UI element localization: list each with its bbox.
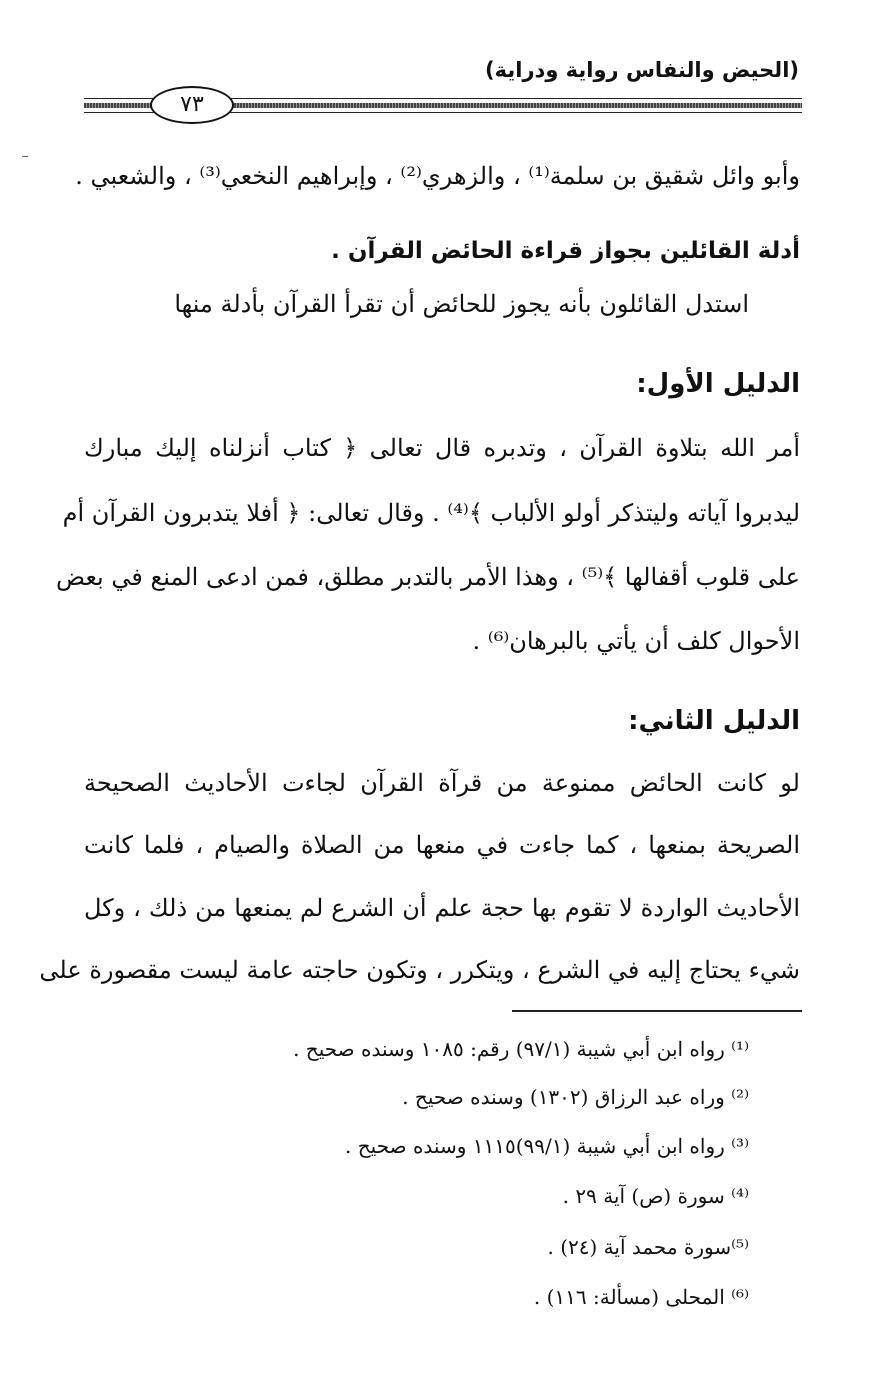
p2-line-1: لو كانت الحائض ممنوعة من قرآة القرآن لجاءت الأحاديث الصحيحة [84, 769, 800, 797]
body-line-1: وأبو وائل شقيق بن سلمة⁽¹⁾ ، والزهري⁽²⁾ ، وإبراهيم النخعي⁽³⁾ ، والشعبي . [75, 162, 800, 190]
footnote-6: ⁽⁶⁾ المحلى (مسألة: ١١٦) . [533, 1285, 749, 1309]
footnote-3: ⁽³⁾ رواه ابن أبي شيبة (٩٩/١)١١١٥ وسنده صحيح . [345, 1134, 749, 1158]
section-heading: أدلة القائلين بجواز قراءة الحائض القرآن . [331, 238, 800, 264]
footnote-1: ⁽¹⁾ رواه ابن أبي شيبة (٩٧/١) رقم: ١٠٨٥ وسنده صحيح . [293, 1037, 749, 1061]
footnote-4: ⁽⁴⁾ سورة (ص) آية ٢٩ . [562, 1184, 749, 1208]
second-evidence-heading: الدليل الثاني: [628, 706, 800, 736]
footnote-separator [512, 1010, 802, 1012]
p2-line-3: الأحاديث الواردة لا تقوم بها حجة علم أن الشرع لم يمنعها من ذلك ، وكل [84, 894, 800, 922]
p2-line-2: الصريحة بمنعها ، كما جاءت في منعها من الصلاة والصيام ، فلما كانت [84, 831, 800, 859]
footnote-5: ⁽⁵⁾سورة محمد آية (٢٤) . [547, 1235, 749, 1259]
footnote-2: ⁽²⁾ وراه عبد الرزاق (١٣٠٢) وسنده صحيح . [402, 1085, 749, 1109]
page-number: ٧٣ [150, 86, 234, 124]
p1-line-3: على قلوب أقفالها ﴾⁽⁵⁾ ، وهذا الأمر بالتدبر مطلق، فمن ادعى المنع في بعض [56, 563, 800, 591]
p1-line-4: الأحوال كلف أن يأتي بالبرهان⁽⁶⁾ . [472, 627, 800, 655]
running-header-title: (الحيض والنفاس رواية ودراية) [485, 58, 799, 82]
p1-line-2: ليدبروا آياته وليتذكر أولو الألباب ﴾⁽⁴⁾ . وقال تعالى: ﴿ أفلا يتدبرون القرآن أم [62, 499, 800, 527]
p2-line-4: شيء يحتاج إليه في الشرع ، ويتكرر ، وتكون حاجته عامة ليست مقصورة على [39, 956, 800, 984]
p1-line-1: أمر الله بتلاوة القرآن ، وتدبره قال تعالى ﴿ كتاب أنزلناه إليك مبارك [84, 434, 800, 462]
intro-line: استدل القائلون بأنه يجوز للحائض أن تقرأ القرآن بأدلة منها [174, 290, 749, 318]
scan-mark [22, 156, 28, 157]
first-evidence-heading: الدليل الأول: [636, 369, 800, 399]
